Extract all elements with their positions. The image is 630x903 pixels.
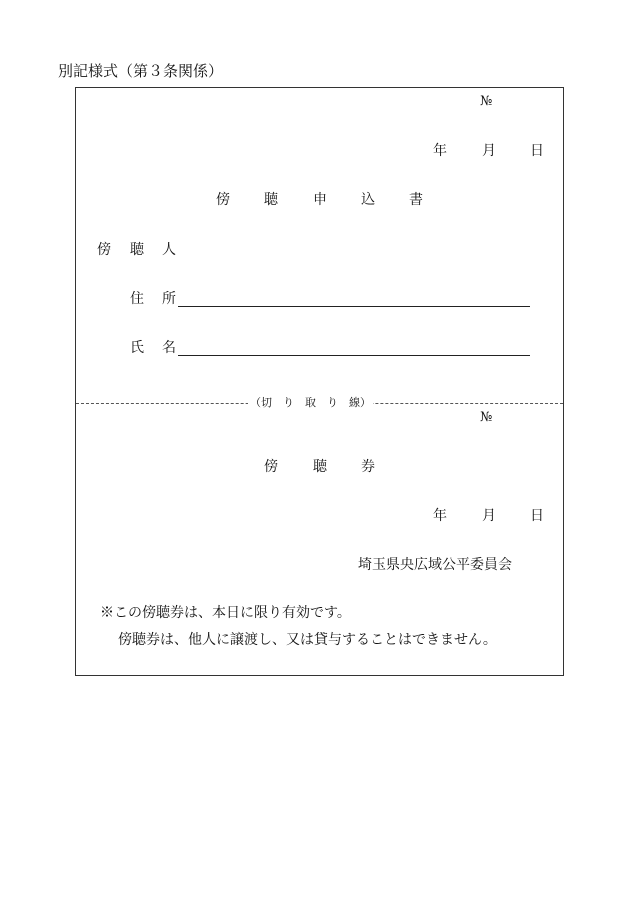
ticket-title-char-1: 傍 bbox=[264, 459, 278, 475]
name-label-char-1: 氏 bbox=[130, 340, 144, 356]
application-title-char-2: 聴 bbox=[264, 192, 278, 208]
ticket-date-day: 日 bbox=[530, 508, 544, 524]
ticket-note-line-2: 傍聴券は、他人に譲渡し、又は貸与することはできません。 bbox=[118, 632, 497, 648]
ticket-issuer: 埼玉県央広域公平委員会 bbox=[358, 557, 512, 573]
ticket-date-month: 月 bbox=[482, 508, 496, 524]
ticket-number-label: № bbox=[480, 410, 493, 425]
application-title-char-3: 申 bbox=[313, 192, 327, 208]
application-number-label: № bbox=[480, 94, 493, 109]
application-title-char-4: 込 bbox=[361, 192, 375, 208]
ticket-date-year: 年 bbox=[433, 508, 447, 524]
address-label-char-2: 所 bbox=[162, 291, 176, 307]
name-field[interactable] bbox=[178, 355, 530, 356]
address-label-char-1: 住 bbox=[130, 291, 144, 307]
applicant-label-char-1: 傍 bbox=[97, 242, 111, 258]
ticket-note-line-1: ※この傍聴券は、本日に限り有効です。 bbox=[100, 605, 351, 621]
form-caption: 別記様式（第３条関係） bbox=[58, 62, 224, 80]
ticket-title-char-2: 聴 bbox=[313, 459, 327, 475]
application-title-char-5: 書 bbox=[409, 192, 423, 208]
ticket-title-char-3: 券 bbox=[361, 459, 375, 475]
cut-line-label: （切 り 取 り 線） bbox=[250, 396, 371, 409]
name-label-char-2: 名 bbox=[162, 340, 176, 356]
address-field[interactable] bbox=[178, 306, 530, 307]
application-title-char-1: 傍 bbox=[216, 192, 230, 208]
application-date-month: 月 bbox=[482, 143, 496, 159]
application-date-day: 日 bbox=[530, 143, 544, 159]
form-frame bbox=[75, 87, 564, 676]
applicant-label-char-3: 人 bbox=[162, 242, 176, 258]
applicant-label-char-2: 聴 bbox=[130, 242, 144, 258]
application-date-year: 年 bbox=[433, 143, 447, 159]
